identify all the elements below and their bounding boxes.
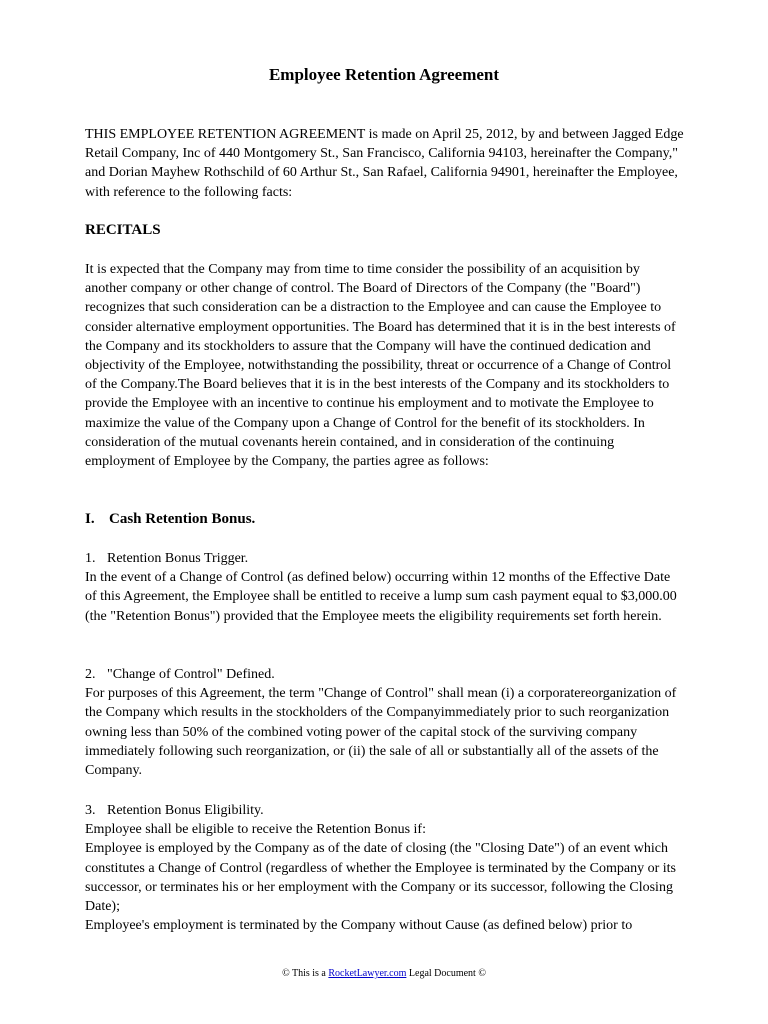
section-title: Cash Retention Bonus. bbox=[109, 511, 256, 527]
eligibility-condition-terminated: Employee's employment is terminated by the Company without Cause (as defined below) prior to bbox=[85, 918, 633, 934]
footer-prefix: © This is a bbox=[282, 968, 329, 979]
item-title bbox=[85, 665, 685, 684]
rocketlawyer-link[interactable]: RocketLawyer.com bbox=[328, 968, 407, 979]
footer bbox=[0, 967, 768, 981]
item-retention-bonus-trigger bbox=[85, 549, 685, 626]
footer-suffix: Legal Document © bbox=[406, 968, 486, 979]
item-number: 1. bbox=[85, 551, 96, 566]
intro-paragraph bbox=[85, 125, 685, 202]
recitals-text: It is expected that the Company may from time to time consider the possibility of an acquisition by another company or other change of control. The Board of Directors of the Company (the "Board") recognizes that such consideration can be a distraction to the Employee and can cause the Employee to consider alternative employment opportunities. The Board has determined that it is in the best interests of the Company and its stockholders to assure that the Company will have the continued dedication and objectivity of the Employee, notwithstanding the possibility, threat or occurrence of a Change of Control of the Company.The Board believes that it is in the best interests of the Company and its stockholders to provide the Employee with an incentive to continue his employment and to motivate the Employee to maximize the value of the Company upon a Change of Control for the benefit of its stockholders. In consideration of the mutual covenants herein contained, and in consideration of the continuing employment of Employee by the Company, the parties agree as follows: bbox=[85, 262, 676, 470]
eligibility-condition-employed: Employee is employed by the Company as of the date of closing (the "Closing Date") of an event which constitutes a Change of Control (regardless of whether the Employee is terminated by the Company or its successor, or terminates his or her employment with the Company or its successor, following the Closing Date); bbox=[85, 841, 676, 915]
item-title-text: Retention Bonus Trigger. bbox=[107, 551, 249, 566]
recitals-heading: RECITALS bbox=[85, 222, 161, 238]
recitals-paragraph bbox=[85, 260, 685, 471]
item-title bbox=[85, 549, 685, 568]
item-retention-bonus-eligibility bbox=[85, 801, 685, 935]
intro-text: THIS EMPLOYEE RETENTION AGREEMENT is made on April 25, 2012, by and between Jagged Edge Retail Company, Inc of 440 Montgomery St., San Francisco, California 94103, hereinafter the Company," and Dorian Mayhew Rothschild of 60 Arthur St., San Rafael, California 94901, hereinafter the Employee, with reference to the following facts: bbox=[85, 127, 684, 200]
item-title-text: Retention Bonus Eligibility. bbox=[107, 803, 264, 818]
item-number: 2. bbox=[85, 667, 96, 682]
item-title bbox=[85, 801, 685, 820]
item-number: 3. bbox=[85, 803, 96, 818]
item-text: For purposes of this Agreement, the term "Change of Control" shall mean (i) a corporatereorganization of the Company which results in the stockholders of the Companyimmediately prior to such reorganization owning less than 50% of the combined voting power of the capital stock of the surviving company immediately following such reorganization, or (ii) the sale of all or substantially all of the assets of the Company. bbox=[85, 686, 677, 779]
item-title-text: "Change of Control" Defined. bbox=[107, 667, 275, 682]
section-number: I. bbox=[85, 511, 95, 527]
item-text: In the event of a Change of Control (as defined below) occurring within 12 months of the Effective Date of this Agreement, the Employee shall be entitled to receive a lump sum cash payment equal to $3,000.00 (the "Retention Bonus") provided that the Employee meets the eligibility requirements set forth herein. bbox=[85, 570, 677, 624]
document-title: Employee Retention Agreement bbox=[268, 65, 500, 84]
eligibility-intro: Employee shall be eligible to receive the Retention Bonus if: bbox=[85, 822, 426, 838]
section-heading-cash-retention-bonus bbox=[85, 509, 255, 529]
item-change-of-control-defined bbox=[85, 665, 685, 780]
